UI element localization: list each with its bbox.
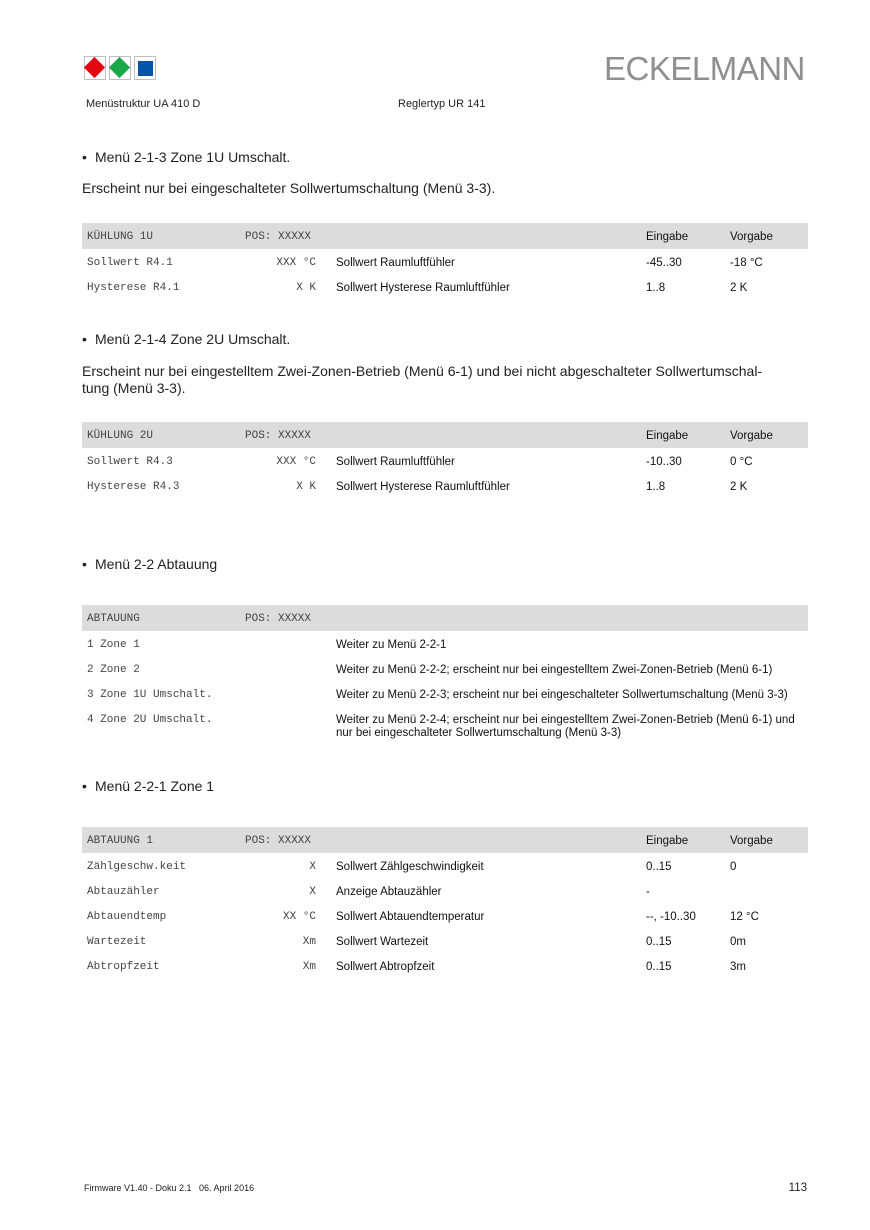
param-name: Abtauzähler [87, 886, 160, 898]
col-input-header: Eingabe [646, 231, 689, 243]
table-row [82, 928, 808, 953]
menu-table [82, 827, 808, 978]
param-name: Sollwert R4.1 [87, 257, 173, 269]
logo-blue-box [134, 56, 156, 80]
param-name: Sollwert R4.3 [87, 456, 173, 468]
table-row[interactable] [82, 631, 808, 656]
param-input: 1..8 [646, 481, 666, 493]
param-unit: X K [296, 481, 316, 493]
table-title: KÜHLUNG 1U [87, 231, 154, 243]
param-default: 2 K [730, 282, 748, 294]
table-row [82, 274, 808, 299]
menu-item-desc [336, 714, 801, 740]
param-input: -10..30 [646, 456, 682, 468]
menu-item-name[interactable]: 2 Zone 2 [87, 664, 140, 676]
table-header [82, 223, 808, 249]
table-row[interactable] [82, 681, 808, 706]
section-heading: • Menü 2-2 Abtauung [82, 556, 218, 572]
param-name: Hysterese R4.3 [87, 481, 180, 493]
param-default: 0 °C [730, 456, 753, 468]
col-default-header: Vorgabe [730, 430, 773, 442]
param-default: 2 K [730, 481, 748, 493]
brand-logo: ECKELMANN [604, 50, 805, 87]
param-name: Abtauendtemp [87, 911, 167, 923]
param-default: 0 [730, 861, 737, 873]
param-default: 3m [730, 961, 746, 973]
section-heading: • Menü 2-1-3 Zone 1U Umschalt. [82, 149, 291, 165]
paragraph-line: Erscheint nur bei eingestelltem Zwei-Zonen-Betrieb (Menü 6-1) und bei nicht abgeschalteter Sollwertumschal- [82, 363, 763, 379]
col-input-header: Eingabe [646, 835, 689, 847]
section-heading: • Menü 2-2-1 Zone 1 [82, 778, 215, 794]
section-heading: • Menü 2-1-4 Zone 2U Umschalt. [82, 331, 291, 347]
table-header [82, 827, 808, 853]
param-unit: XXX °C [276, 257, 316, 269]
param-name: Abtropfzeit [87, 961, 160, 973]
menu-item-desc: Weiter zu Menü 2-2-3; erscheint nur bei eingeschalteter Sollwertumschaltung (Menü 3-3) [336, 689, 788, 701]
col-input-header: Eingabe [646, 430, 689, 442]
table-row [82, 473, 808, 498]
table-pos: POS: XXXXX [245, 430, 312, 442]
param-input: 1..8 [646, 282, 666, 294]
param-desc: Anzeige Abtauzähler [336, 886, 442, 898]
param-desc: Sollwert Raumluftfühler [336, 257, 455, 269]
table-title: ABTAUUNG [87, 613, 140, 625]
controller-type: Reglertyp UR 141 [398, 98, 486, 110]
param-input: --, -10..30 [646, 911, 696, 923]
document-title: Menüstruktur UA 410 D [86, 98, 201, 110]
param-desc: Sollwert Hysterese Raumluftfühler [336, 481, 510, 493]
table-row [82, 878, 808, 903]
red-diamond-icon [84, 57, 105, 78]
param-input: 0..15 [646, 861, 672, 873]
param-desc: Sollwert Zählgeschwindigkeit [336, 861, 484, 873]
param-input: -45..30 [646, 257, 682, 269]
page-number: 113 [788, 1182, 807, 1194]
desc-line: Weiter zu Menü 2-2-4; erscheint nur bei eingestelltem Zwei-Zonen-Betrieb (Menü 6-1) und [336, 714, 795, 726]
param-default: 0m [730, 936, 746, 948]
green-diamond-icon [109, 57, 130, 78]
param-desc: Sollwert Abtropfzeit [336, 961, 435, 973]
table-row[interactable] [82, 706, 808, 740]
param-desc: Sollwert Hysterese Raumluftfühler [336, 282, 510, 294]
table-header [82, 605, 808, 631]
param-desc: Sollwert Abtauendtemperatur [336, 911, 485, 923]
param-name: Hysterese R4.1 [87, 282, 180, 294]
table-row [82, 853, 808, 878]
param-unit: Xm [302, 936, 316, 948]
table-title: ABTAUUNG 1 [87, 835, 154, 847]
param-input: - [646, 886, 650, 898]
param-unit: X K [296, 282, 316, 294]
logo-green-box [109, 56, 131, 80]
table-row [82, 953, 808, 978]
menu-item-name[interactable]: 3 Zone 1U Umschalt. [87, 689, 213, 701]
param-unit: X [309, 886, 316, 898]
col-default-header: Vorgabe [730, 231, 773, 243]
param-desc: Sollwert Raumluftfühler [336, 456, 455, 468]
logo-red-box [84, 56, 106, 80]
table-title: KÜHLUNG 2U [87, 430, 154, 442]
section-paragraph [82, 363, 802, 397]
menu-item-desc: Weiter zu Menü 2-2-2; erscheint nur bei eingestelltem Zwei-Zonen-Betrieb (Menü 6-1) [336, 664, 773, 676]
param-input: 0..15 [646, 936, 672, 948]
param-unit: XXX °C [276, 456, 316, 468]
table-row [82, 448, 808, 473]
table-pos: POS: XXXXX [245, 231, 312, 243]
param-unit: X [309, 861, 316, 873]
footer-firmware: Firmware V1.40 - Doku 2.1 06. April 2016 [84, 1183, 255, 1193]
menu-table [82, 605, 808, 740]
param-unit: Xm [302, 961, 316, 973]
col-default-header: Vorgabe [730, 835, 773, 847]
table-row [82, 249, 808, 274]
table-header [82, 422, 808, 448]
table-pos: POS: XXXXX [245, 613, 312, 625]
param-name: Zählgeschw.keit [87, 861, 187, 873]
menu-table [82, 422, 808, 498]
menu-table [82, 223, 808, 299]
param-default: -18 °C [730, 257, 763, 269]
section-paragraph: Erscheint nur bei eingeschalteter Sollwertumschaltung (Menü 3-3). [82, 180, 496, 196]
param-default: 12 °C [730, 911, 759, 923]
param-input: 0..15 [646, 961, 672, 973]
menu-item-name[interactable]: 1 Zone 1 [87, 639, 140, 651]
menu-item-desc: Weiter zu Menü 2-2-1 [336, 639, 447, 651]
menu-item-name[interactable]: 4 Zone 2U Umschalt. [87, 714, 213, 726]
desc-line: nur bei eingeschalteter Sollwertumschaltung (Menü 3-3) [336, 727, 622, 739]
param-name: Wartezeit [87, 936, 147, 948]
table-row [82, 903, 808, 928]
param-unit: XX °C [282, 911, 316, 923]
table-row[interactable] [82, 656, 808, 681]
blue-square-icon [138, 61, 153, 76]
paragraph-line: tung (Menü 3-3). [82, 380, 186, 396]
table-pos: POS: XXXXX [245, 835, 312, 847]
param-desc: Sollwert Wartezeit [336, 936, 429, 948]
